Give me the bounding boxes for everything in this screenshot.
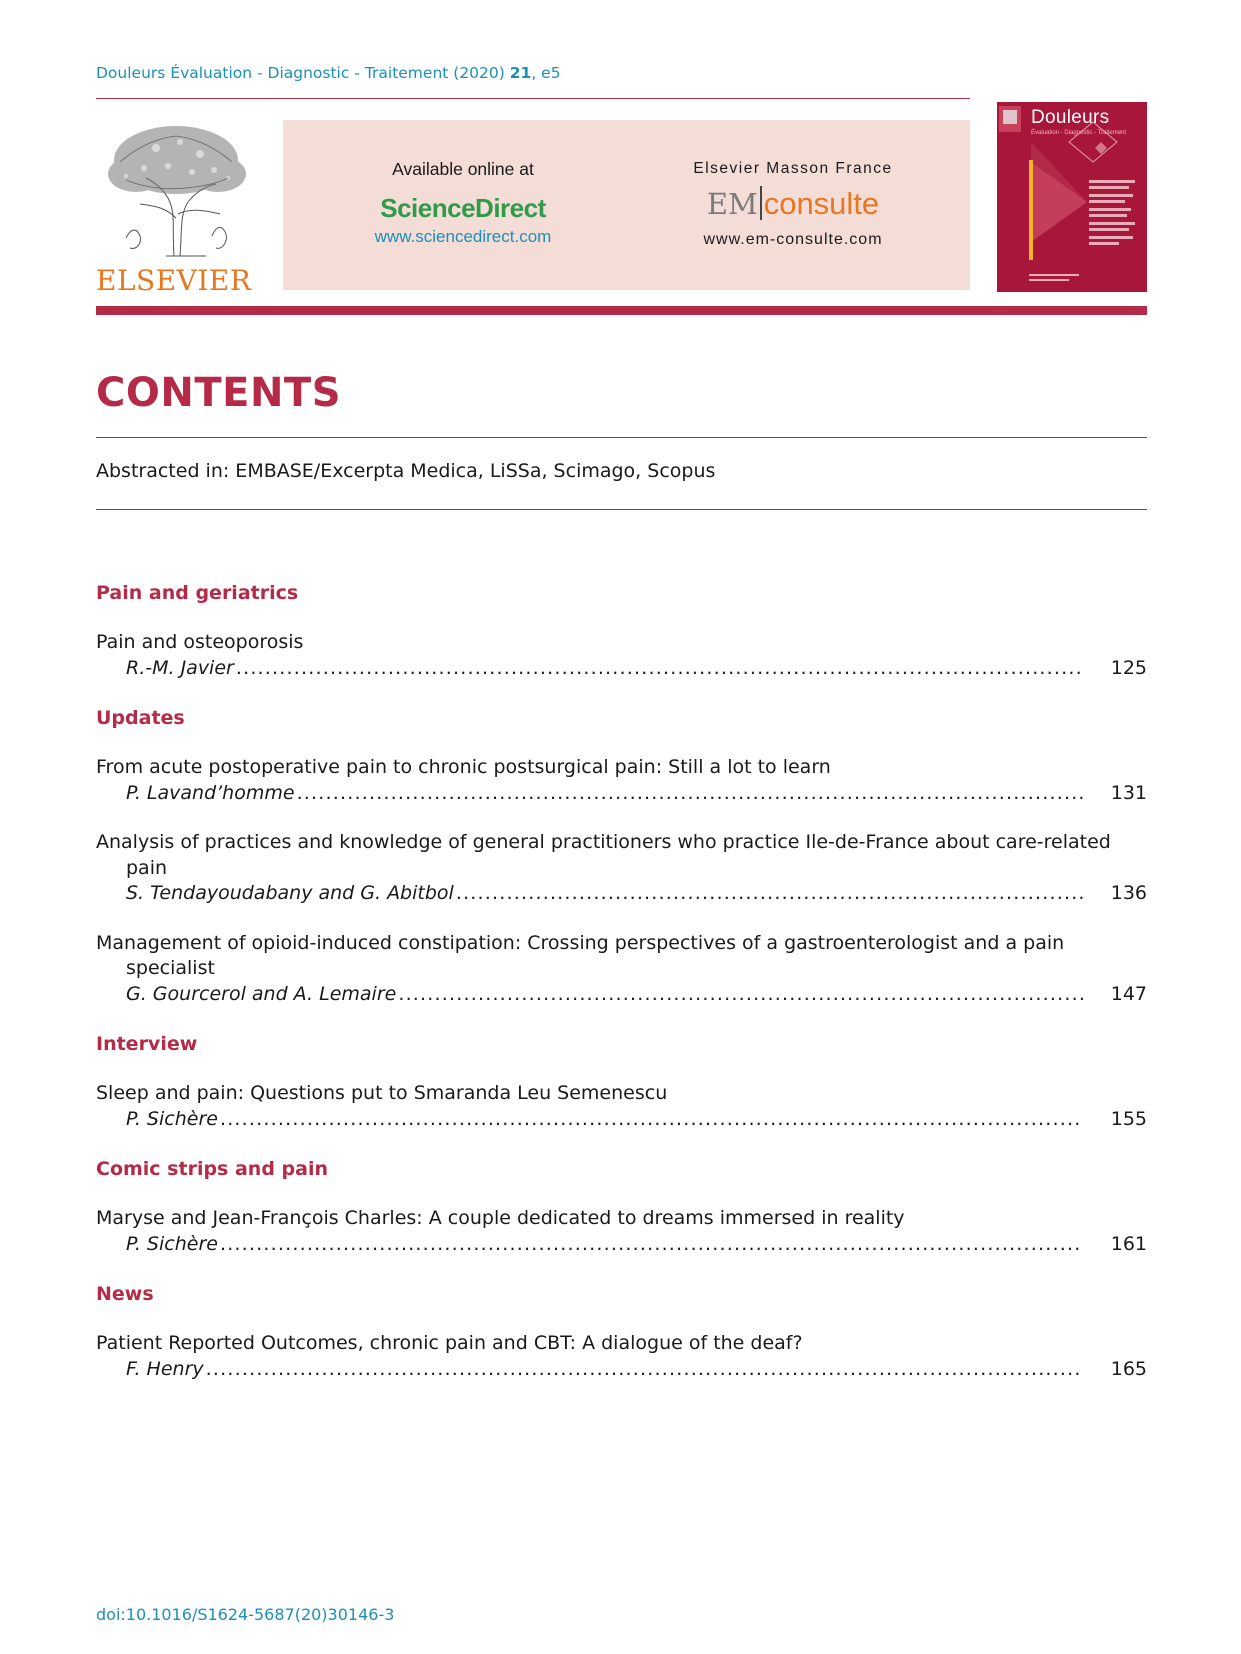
article-title[interactable]: From acute postoperative pain to chronic postsurgical pain: Still a lot to learn xyxy=(96,756,831,778)
header-rule xyxy=(96,98,970,99)
article-title[interactable]: Analysis of practices and knowledge of general practitioners who practice Ile-de-France about care-related pain xyxy=(96,831,1111,879)
sciencedirect-logo: ScienceDirect xyxy=(380,193,546,223)
em-consulte-logo-consulte: consulte xyxy=(763,186,880,221)
section-heading: News xyxy=(96,1283,154,1305)
em-consulte-logo-divider xyxy=(760,186,762,220)
article-author: P. Sichère xyxy=(126,1232,218,1255)
em-consulte-logo-em: EM xyxy=(706,187,758,221)
elsevier-masson-label: Elsevier Masson France xyxy=(693,160,893,177)
author-line xyxy=(96,982,1147,1008)
journal-name: Douleurs Évaluation - Diagnostic - Traitement (2020) xyxy=(96,64,505,82)
elsevier-wordmark: ELSEVIER xyxy=(96,264,252,297)
page-number: 147 xyxy=(1110,982,1147,1005)
cover-title: Douleurs xyxy=(1031,107,1110,128)
article-author: R.-M. Javier xyxy=(126,656,234,679)
journal-volume: 21 xyxy=(509,64,532,82)
page-number: 131 xyxy=(1110,781,1147,804)
article-author: S. Tendayoudabany and G. Abitbol xyxy=(126,882,454,904)
journal-cover-thumbnail xyxy=(997,102,1147,292)
page-number: 165 xyxy=(1110,1357,1147,1380)
dot-leader xyxy=(236,656,1083,682)
dot-leader xyxy=(220,1232,1083,1258)
author-line xyxy=(96,1107,1147,1133)
section-heading: Pain and geriatrics xyxy=(96,582,299,604)
toc-entry[interactable] xyxy=(96,1331,1147,1382)
toc-entry[interactable] xyxy=(96,830,1147,907)
author-line xyxy=(96,781,1147,807)
dot-leader xyxy=(206,1357,1083,1383)
article-title[interactable]: Pain and osteoporosis xyxy=(96,631,304,653)
page-number: 155 xyxy=(1110,1107,1147,1130)
page-title: CONTENTS xyxy=(96,370,342,416)
page-number: 125 xyxy=(1110,656,1147,679)
sciencedirect-link[interactable]: www.sciencedirect.com xyxy=(374,227,552,246)
dot-leader xyxy=(297,781,1083,807)
article-author: G. Gourcerol and A. Lemaire xyxy=(126,982,397,1005)
em-consulte-link[interactable]: www.em-consulte.com xyxy=(703,231,883,248)
section-heading: Updates xyxy=(96,707,185,729)
abstracted-rule xyxy=(96,509,1147,510)
page-number: 136 xyxy=(1110,882,1147,904)
elsevier-logo xyxy=(96,118,256,296)
article-title[interactable]: Patient Reported Outcomes, chronic pain and CBT: A dialogue of the deaf? xyxy=(96,1332,803,1354)
available-online-label: Available online at xyxy=(392,159,534,179)
banner-rule xyxy=(96,306,1147,315)
article-title[interactable]: Management of opioid-induced constipation: Crossing perspectives of a gastroenterologist and a pain specialist xyxy=(96,931,1065,979)
em-consulte-logo xyxy=(673,186,913,222)
article-title[interactable]: Sleep and pain: Questions put to Smaranda Leu Semenescu xyxy=(96,1082,668,1104)
author-line xyxy=(96,656,1147,682)
journal-citation xyxy=(96,64,561,82)
journal-issue: , e5 xyxy=(531,64,561,82)
toc-entry[interactable] xyxy=(96,931,1147,1008)
author-line xyxy=(96,1357,1147,1383)
dot-leader xyxy=(456,881,1083,907)
author-line xyxy=(96,1232,1147,1258)
article-author: P. Lavand’homme xyxy=(126,781,295,804)
article-author: F. Henry xyxy=(126,1357,204,1380)
page-number: 161 xyxy=(1110,1232,1147,1255)
toc-entry[interactable] xyxy=(96,630,1147,681)
online-availability-banner xyxy=(283,120,970,290)
section-heading: Interview xyxy=(96,1033,198,1055)
author-line xyxy=(96,881,1147,907)
abstracted-in: Abstracted in: EMBASE/Excerpta Medica, LiSSa, Scimago, Scopus xyxy=(96,460,716,482)
table-of-contents xyxy=(96,580,1147,1406)
dot-leader xyxy=(398,982,1083,1008)
toc-entry[interactable] xyxy=(96,1206,1147,1257)
article-title[interactable]: Maryse and Jean-François Charles: A couple dedicated to dreams immersed in reality xyxy=(96,1207,905,1229)
title-rule xyxy=(96,437,1147,438)
article-author: P. Sichère xyxy=(126,1107,218,1130)
dot-leader xyxy=(220,1107,1083,1133)
toc-entry[interactable] xyxy=(96,1081,1147,1132)
cover-subtitle: Évaluation - Diagnostic - Traitement xyxy=(1031,130,1127,136)
doi-link[interactable]: doi:10.1016/S1624-5687(20)30146-3 xyxy=(96,1605,395,1624)
elsevier-tree-icon xyxy=(96,118,256,258)
toc-entry[interactable] xyxy=(96,755,1147,806)
section-heading: Comic strips and pain xyxy=(96,1158,329,1180)
